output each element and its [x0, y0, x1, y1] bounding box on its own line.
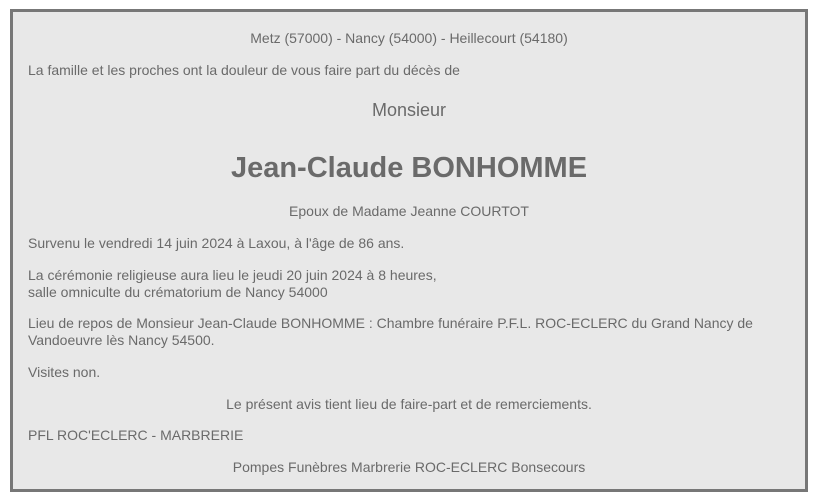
locations-header: Metz (57000) - Nancy (54000) - Heillecourt (54180)	[250, 30, 568, 46]
rest-place: Lieu de repos de Monsieur Jean-Claude BONHOMME : Chambre funéraire P.F.L. ROC-ECLERC du Grand Nancy de Vandoeuvre lès Nancy 54500.	[28, 315, 753, 348]
honorific: Monsieur	[371, 100, 447, 120]
spouse-info: Epoux de Madame Jeanne COURTOT	[289, 203, 529, 219]
ceremony-line-1: La cérémonie religieuse aura lieu le jeudi 20 juin 2024 à 8 heures,	[28, 267, 437, 283]
signature: Pompes Funèbres Marbrerie ROC-ECLERC Bonsecours	[232, 459, 586, 475]
notice-text: Le présent avis tient lieu de faire-part et de remerciements.	[226, 396, 592, 412]
ceremony-line-2: salle omniculte du crématorium de Nancy 54000	[28, 284, 328, 300]
company-name: PFL ROC'ECLERC - MARBRERIE	[28, 427, 244, 443]
death-info: Survenu le vendredi 14 juin 2024 à Laxou, à l'âge de 86 ans.	[28, 235, 405, 251]
deceased-name: Jean-Claude BONHOMME	[230, 152, 588, 184]
intro-text: La famille et les proches ont la douleur de vous faire part du décès de	[28, 62, 460, 78]
obituary-notice	[10, 9, 808, 492]
visits-info: Visites non.	[28, 364, 101, 380]
